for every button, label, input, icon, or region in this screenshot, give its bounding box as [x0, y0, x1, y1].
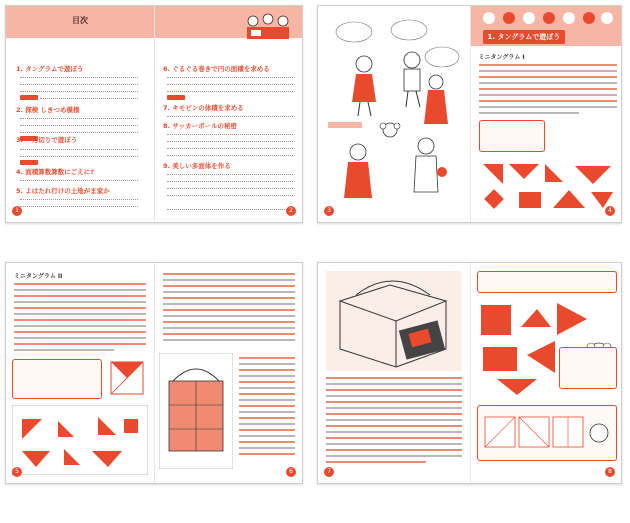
page-number: 2: [286, 206, 296, 216]
text-line: [14, 319, 146, 321]
text-line: [14, 313, 146, 315]
family-illustration: [324, 12, 464, 217]
text-line: [163, 303, 295, 305]
toc-entry: [167, 74, 293, 78]
text-line: [239, 441, 295, 443]
text-line: [239, 429, 295, 431]
text-line: [14, 343, 146, 345]
text-line: [163, 279, 295, 281]
toc-chapter-6: 6. ぐるぐる巻きで円の面積を求める: [163, 65, 270, 73]
text-line: [479, 70, 617, 72]
text-line: [14, 337, 146, 339]
text-line: [326, 389, 462, 391]
bag-puzzles-page-left: [318, 263, 470, 483]
toc-entry: [167, 178, 293, 182]
text-line: [479, 112, 579, 114]
text-line: [163, 333, 295, 335]
toc-entry: [20, 122, 138, 126]
monkey-tip-box: [12, 359, 102, 399]
toc-entry: [20, 74, 138, 78]
toc-entry: [20, 88, 138, 92]
toc-entry: [20, 203, 138, 207]
page-number: 4: [605, 206, 615, 216]
text-line: [479, 82, 617, 84]
bag-puzzles-page-right: [470, 263, 622, 483]
toc-title: 目次: [72, 16, 88, 25]
toc-entry: [167, 171, 293, 175]
section-title: ミニタングラム II: [14, 273, 63, 280]
text-line: [14, 331, 146, 333]
text-line: [14, 301, 146, 303]
toc-entry: [20, 177, 138, 181]
text-line: [14, 325, 146, 327]
toc-chapter-7: 7. キモピンの体積を求める: [163, 104, 244, 112]
text-line: [163, 273, 295, 275]
toc-chapter-3: 3. 一刀切りで遊ぼう: [16, 136, 78, 144]
text-line: [479, 94, 617, 96]
toc-entry: [167, 113, 293, 117]
text-line: [326, 437, 462, 439]
text-line: [239, 381, 295, 383]
text-line: [239, 357, 295, 359]
text-line: [163, 291, 295, 293]
answer-box: [559, 347, 617, 389]
page-number: 3: [324, 206, 334, 216]
spread-bag-puzzles: [317, 262, 622, 484]
text-line: [326, 461, 426, 463]
text-line: [326, 377, 462, 379]
chapter-1-text-page: [470, 6, 622, 222]
toc-entry: [167, 192, 293, 196]
toc-chapter-1: 1. タングラムで遊ぼう: [16, 65, 84, 73]
bag-illustration: [159, 353, 233, 469]
text-line: [163, 285, 295, 287]
toc-chapter-5: 5. よはたれ行けの土地がま家か: [16, 187, 110, 195]
text-line: [163, 339, 295, 341]
text-line: [326, 431, 462, 433]
chapter-icons: [479, 10, 615, 26]
basket-photo: [326, 271, 462, 371]
toc-entry: [167, 206, 293, 210]
toc-page-right: [154, 6, 302, 222]
toc-entry: [167, 81, 293, 85]
toc-entry: [20, 153, 138, 157]
monkey-tip-box: [479, 120, 545, 152]
text-line: [239, 423, 295, 425]
toc-entry: [167, 88, 293, 92]
page-number: 5: [12, 467, 22, 477]
toc-highlight-chip: [20, 95, 38, 100]
toc-entry: [167, 145, 293, 149]
text-line: [479, 106, 617, 108]
text-line: [14, 283, 146, 285]
toc-entry: [167, 131, 293, 135]
text-line: [479, 64, 617, 66]
text-line: [239, 369, 295, 371]
text-line: [239, 435, 295, 437]
text-line: [163, 297, 295, 299]
toc-chapter-9: 9. 美しい多面体を作る: [163, 162, 231, 170]
toc-highlight-chip: [167, 95, 185, 100]
text-line: [14, 289, 146, 291]
text-line: [326, 395, 462, 397]
toc-entry: [20, 146, 138, 150]
toc-chapter-2: 2. 探検 しきつめ模様: [16, 106, 80, 114]
toc-entry: [20, 115, 138, 119]
text-line: [163, 315, 295, 317]
text-line: [239, 399, 295, 401]
text-line: [479, 100, 617, 102]
text-line: [326, 455, 462, 457]
text-line: [239, 375, 295, 377]
text-line: [163, 327, 295, 329]
chapter-1-illustration-page: [318, 6, 470, 222]
text-line: [239, 417, 295, 419]
text-line: [14, 349, 114, 351]
mini-tangram-2-page-left: [6, 263, 154, 483]
monkey-tip-box: [477, 271, 617, 293]
text-line: [239, 453, 295, 455]
spread-chapter-1: [317, 5, 622, 223]
toc-entry: [167, 185, 293, 189]
toc-chapter-4: 4. 面積算数算数にごえに?: [16, 168, 95, 176]
text-line: [326, 425, 462, 427]
tangram-pieces: [12, 405, 148, 475]
text-line: [14, 307, 146, 309]
toc-highlight-chip: [20, 160, 38, 165]
toc-chapter-8: 8. サッカーボールの秘密: [163, 122, 237, 130]
page-number: 1: [12, 206, 22, 216]
toc-entry: [167, 152, 293, 156]
mini-tangram-2-page-right: [154, 263, 302, 483]
section-title: ミニタングラム I: [478, 54, 525, 61]
toc-entry: [167, 138, 293, 142]
page-number: 7: [324, 467, 334, 477]
text-line: [326, 413, 462, 415]
text-line: [479, 88, 617, 90]
text-line: [326, 401, 462, 403]
toc-entry: [40, 95, 138, 99]
chapter-title: 1. タングラムで遊ぼう: [483, 30, 566, 44]
puzzle-grid: [483, 415, 611, 455]
text-line: [239, 393, 295, 395]
toc-page-left: [6, 6, 154, 222]
tangram-shapes: [479, 154, 619, 214]
text-line: [239, 411, 295, 413]
spread-mini-tangram-2: [5, 262, 303, 484]
text-line: [239, 405, 295, 407]
text-line: [239, 363, 295, 365]
text-line: [163, 309, 295, 311]
toc-entry: [20, 196, 138, 200]
text-line: [326, 419, 462, 421]
text-line: [326, 443, 462, 445]
text-line: [14, 295, 146, 297]
children-illustration: [243, 12, 293, 46]
text-line: [326, 407, 462, 409]
spread-table-of-contents: [5, 5, 303, 223]
text-line: [326, 449, 462, 451]
toc-entry: [20, 129, 138, 133]
text-line: [239, 387, 295, 389]
toc-entry: [20, 81, 138, 85]
square-diagram: [110, 361, 144, 395]
text-line: [239, 447, 295, 449]
text-line: [163, 321, 295, 323]
text-line: [479, 76, 617, 78]
page-number: 8: [605, 467, 615, 477]
text-line: [326, 383, 462, 385]
page-number: 6: [286, 467, 296, 477]
